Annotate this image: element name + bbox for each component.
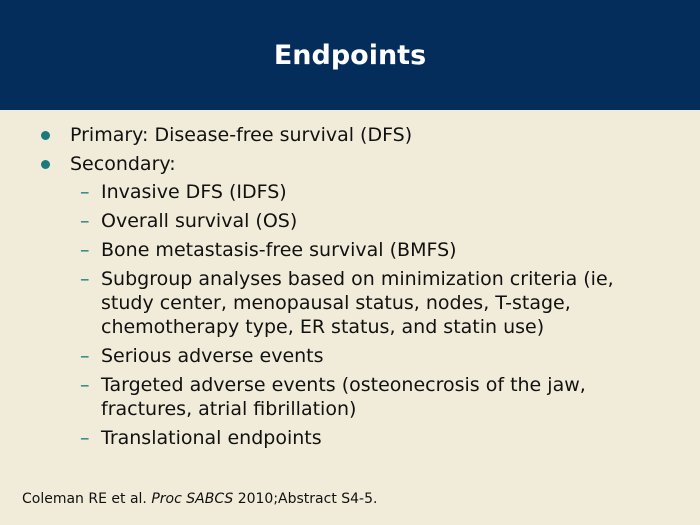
sub-bullet-item <box>0 209 700 233</box>
bullet-dot-icon <box>41 160 50 169</box>
sub-bullet-text: Overall survival (OS) <box>101 210 298 232</box>
citation <box>22 489 377 509</box>
dash-icon: – <box>80 210 90 232</box>
dash-icon: – <box>80 345 90 367</box>
sub-bullet-item <box>0 180 700 204</box>
dash-icon: – <box>80 427 90 449</box>
sub-bullet-text: Serious adverse events <box>101 345 324 367</box>
sub-bullet-text: Subgroup analyses based on minimization criteria (ie, study center, menopausal status, nodes, T-stage, chemotherapy type, ER status, and statin use) <box>101 268 614 338</box>
sub-bullet-item <box>0 238 700 262</box>
sub-bullet-item <box>0 344 700 368</box>
sub-bullet-text: Invasive DFS (IDFS) <box>101 181 287 203</box>
citation-journal: Proc SABCS <box>151 491 234 507</box>
dash-icon: – <box>80 374 90 396</box>
dash-icon: – <box>80 268 90 290</box>
citation-details: 2010;Abstract S4-5. <box>233 491 378 507</box>
dash-icon: – <box>80 239 90 261</box>
sub-bullet-item <box>0 373 700 421</box>
slide-body <box>0 122 700 455</box>
slide-title: Endpoints <box>273 40 427 71</box>
sub-bullet-item <box>0 426 700 450</box>
sub-bullet-text: Targeted adverse events (osteonecrosis of the jaw, fractures, atrial fibrillation) <box>101 374 586 420</box>
title-bar <box>0 0 700 110</box>
sub-bullet-text: Translational endpoints <box>101 427 322 449</box>
bullet-text: Primary: Disease-free survival (DFS) <box>70 124 413 146</box>
bullet-item <box>0 151 700 177</box>
bullet-item <box>0 122 700 148</box>
sub-bullet-item <box>0 267 700 339</box>
citation-authors: Coleman RE et al. <box>22 491 152 507</box>
sub-bullet-text: Bone metastasis-free survival (BMFS) <box>101 239 457 261</box>
bullet-dot-icon <box>41 131 50 140</box>
bullet-text: Secondary: <box>70 153 176 175</box>
dash-icon: – <box>80 181 90 203</box>
